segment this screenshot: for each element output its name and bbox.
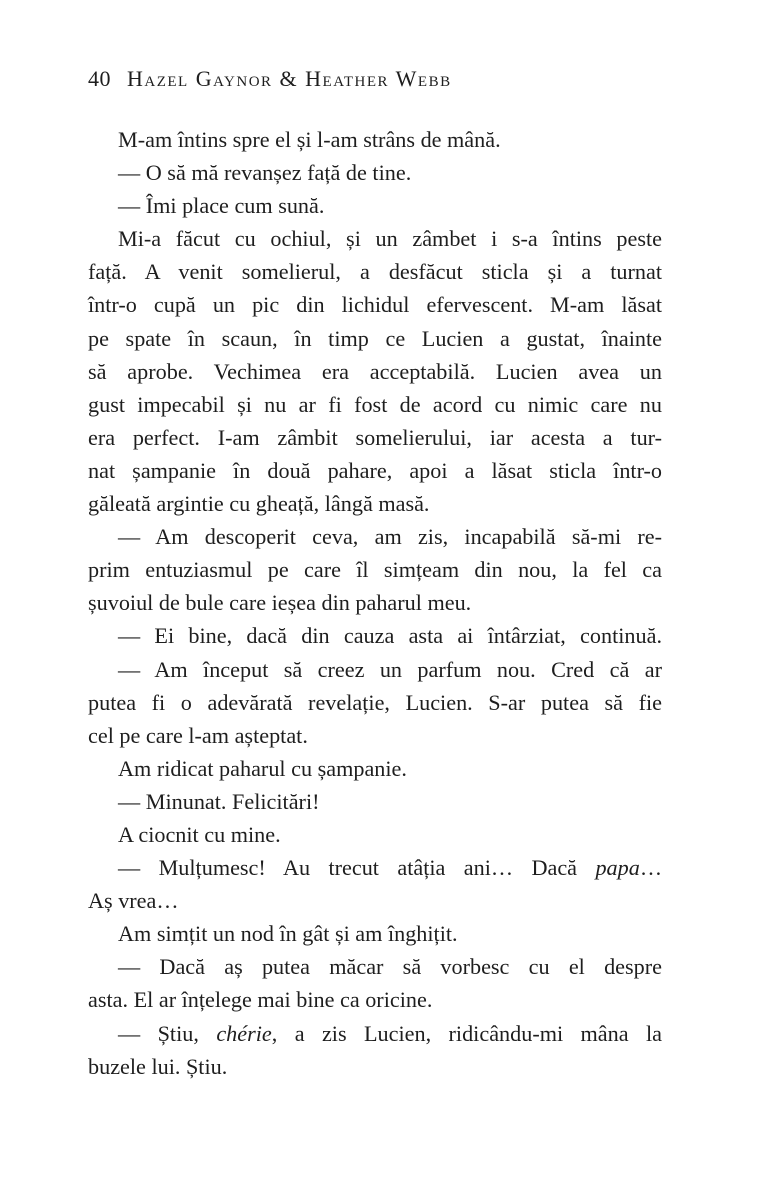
text-line: Am simțit un nod în gât și am înghițit.: [118, 921, 458, 947]
paragraph: [88, 222, 662, 520]
text-line: A ciocnit cu mine.: [118, 821, 281, 847]
text-line: prim entuziasmul pe care îl simțeam din nou, la fel ca: [88, 557, 662, 583]
text-line: șuvoiul de bule care ieșea din paharul meu.: [88, 590, 472, 616]
text-line: — Am început să creez un parfum nou. Cred că ar: [118, 656, 662, 682]
text-line: pe spate în scaun, în timp ce Lucien a gustat, înainte: [88, 325, 662, 351]
paragraph: [88, 123, 662, 156]
paragraph: [88, 156, 662, 189]
text-line: cel pe care l-am așteptat.: [88, 722, 308, 748]
text-line: — Îmi place cum sună.: [118, 193, 325, 219]
paragraph: [88, 619, 662, 652]
paragraph: [88, 520, 662, 619]
text-line: — Dacă aș putea măcar să vorbesc cu el despre: [118, 954, 662, 980]
text-line: găleată argintie cu gheață, lângă masă.: [88, 491, 430, 517]
text-line: [88, 851, 662, 884]
text-line: față. A venit somelierul, a desfăcut sticla și a turnat: [88, 259, 662, 285]
text-line: nat șampanie în două pahare, apoi a lăsat sticla într-o: [88, 457, 662, 483]
paragraph: [88, 752, 662, 785]
paragraph: [88, 653, 662, 752]
paragraph: [88, 189, 662, 222]
text-line: — Am descoperit ceva, am zis, incapabilă să-mi re-: [118, 524, 662, 550]
page-number: 40: [88, 66, 111, 91]
paragraph: [88, 851, 662, 917]
body-text: [88, 123, 662, 1083]
paragraph: [88, 1017, 662, 1083]
running-header-title: Hazel Gaynor & Heather Webb: [127, 66, 452, 91]
running-header: [88, 66, 452, 92]
text-line: putea fi o adevărată revelație, Lucien. S-ar putea să fie: [88, 689, 662, 715]
text-line: — O să mă revanșez față de tine.: [118, 160, 412, 186]
text-line: într-o cupă un pic din lichidul efervescent. M-am lăsat: [88, 292, 662, 318]
text-line: Mi-a făcut cu ochiul, și un zâmbet i s-a întins peste: [118, 226, 662, 252]
text-line: asta. El ar înțelege mai bine ca oricine.: [88, 987, 433, 1013]
text-line: gust impecabil și nu ar fi fost de acord cu nimic care nu: [88, 391, 662, 417]
paragraph: [88, 950, 662, 1016]
text-line: — Minunat. Felicitări!: [118, 788, 320, 814]
italic-word: chérie: [216, 1020, 272, 1046]
text-line: [88, 1017, 662, 1050]
paragraph: [88, 785, 662, 818]
text-line: buzele lui. Știu.: [88, 1053, 228, 1079]
text-segment: — Știu,: [118, 1020, 217, 1046]
text-line: Aș vrea…: [88, 888, 179, 914]
text-line: M-am întins spre el și l-am strâns de mână.: [118, 127, 501, 152]
text-line: Am ridicat paharul cu șampanie.: [118, 755, 407, 781]
paragraph: [88, 818, 662, 851]
text-line: — Ei bine, dacă din cauza asta ai întârziat, continuă.: [118, 623, 662, 649]
text-line: să aprobe. Vechimea era acceptabilă. Lucien avea un: [88, 358, 662, 384]
italic-word: papa: [595, 855, 640, 881]
text-line: era perfect. I-am zâmbit somelierului, iar acesta a tur-: [88, 424, 662, 450]
text-segment: , a zis Lucien, ridicându-mi mâna la: [271, 1020, 663, 1046]
paragraph: [88, 917, 662, 950]
text-segment: …: [639, 855, 662, 881]
text-segment: — Mulțumesc! Au trecut atâția ani… Dacă: [118, 855, 596, 881]
